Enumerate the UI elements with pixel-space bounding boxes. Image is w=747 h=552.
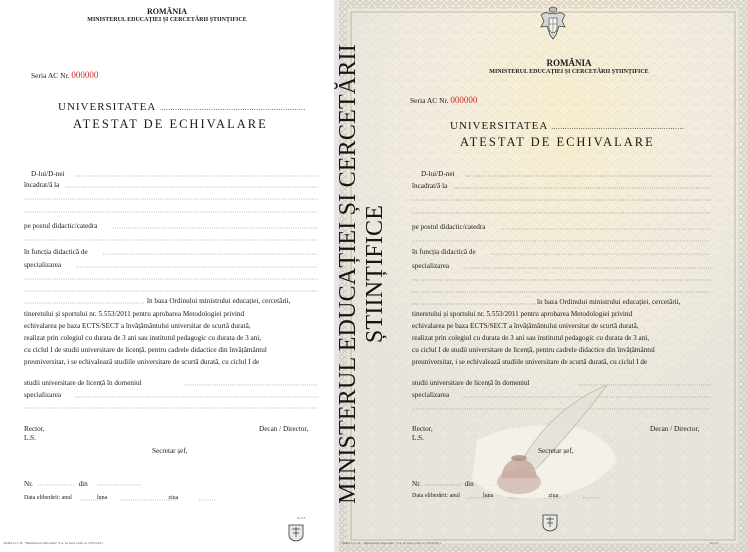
din-label: din	[464, 480, 474, 488]
body-line-6: preuniversitar, i se echivalează studiile universitare de scurtă durată, cu ciclul I de	[412, 358, 648, 366]
body-line-3: echivalarea pe baza ECTS/SECT a învățământului universitar de scurtă durată,	[24, 322, 251, 330]
university-label: UNIVERSITATEA	[450, 120, 548, 132]
nr-label: Nr.	[24, 480, 33, 488]
day-label: ziua	[168, 495, 179, 501]
body-line-2: tineretului și sportului nr. 5.553/2011 pentru aprobarea Metodologiei privind	[412, 310, 633, 318]
printer-footer: Tipărit la C.N. "Imprimeria Națională" S.A. în baza O.M. nr 5553/2011	[341, 541, 441, 545]
body-line-4: realizat prin colegiul cu durata de 3 ani sau institutul pedagogic cu durata de 3 ani,	[412, 334, 650, 342]
field-specialization-label: specializarea	[412, 262, 450, 270]
field-name-label: D-lui/D-nei	[31, 170, 65, 178]
ministry-emblem-icon	[288, 524, 304, 542]
field-function-label: în funcția didactică de	[24, 248, 88, 256]
issued-label: Data eliberării: anul	[412, 493, 460, 499]
form-code: D-5-3	[710, 541, 719, 545]
body-line-1: în baza Ordinului ministrului educației, cercetării,	[537, 298, 681, 306]
certificate-title: ATESTAT DE ECHIVALARE	[460, 135, 655, 149]
country-heading: ROMÂNIA	[546, 58, 592, 68]
nr-label: Nr.	[412, 480, 421, 488]
form-code: D-5-3	[297, 516, 306, 520]
ministry-heading: MINISTERUL EDUCAȚIEI ȘI CERCETĂRII ȘTIINȚIFICE	[87, 17, 247, 23]
dotted-lines	[0, 0, 334, 552]
body-line-7: studii universitare de licență în domeniul	[412, 379, 530, 387]
secretary-label: Secretar șef,	[538, 447, 574, 455]
printer-footer: Tipărit la C.N. "Imprimeria Națională" S.A. în baza O.M. nr 5553/2011	[3, 541, 103, 545]
certificate-blank-left	[0, 0, 334, 552]
series-number: 000000	[71, 70, 99, 80]
dean-label: Decan / Director,	[259, 425, 309, 433]
certificate-printed-right	[335, 0, 747, 552]
ministry-emblem-icon	[542, 514, 558, 532]
body-line-5: cu ciclul I de studii universitare de licență, pentru cadrele didactice din învățământul	[24, 346, 267, 354]
specialization-end: specializarea	[24, 391, 62, 399]
university-dots: .................................................................	[159, 104, 306, 112]
field-employed-label: încadrat/ă la	[412, 182, 448, 190]
din-label: din	[78, 480, 88, 488]
series-label: Seria AC Nr.	[410, 96, 449, 105]
rector-label: Rector,	[412, 425, 433, 433]
nr-row	[412, 480, 474, 488]
rector-label: Rector,	[24, 425, 45, 433]
field-employed-label: încadrat/ă la	[24, 181, 60, 189]
ls-label: L.S.	[24, 434, 36, 442]
series-number: 000000	[450, 95, 478, 105]
issued-row	[412, 493, 558, 499]
field-specialization-label: specializarea	[24, 261, 62, 269]
quill-inkwell-watermark	[457, 380, 627, 510]
body-line-7: studii universitare de licență în domeniul	[24, 379, 142, 387]
dean-label: Decan / Director,	[650, 425, 700, 433]
day-label: ziua	[548, 493, 559, 499]
certificate-title: ATESTAT DE ECHIVALARE	[73, 117, 268, 131]
body-line-6: preuniversitar, i se echivalează studiile universitare de scurtă durată, cu ciclul I de	[24, 358, 260, 366]
ministry-heading: MINISTERUL EDUCAȚIEI ȘI CERCETĂRII ȘTIINȚIFICE	[489, 69, 649, 75]
vertical-ministry-text: MINISTERUL EDUCAȚIEI ȘI CERCETĂRII ȘTIINȚIFICE	[335, 44, 388, 504]
country-heading: ROMÂNIA	[147, 7, 187, 16]
month-label: luna	[482, 493, 494, 499]
field-position-label: pe postul didactic/catedra	[412, 223, 486, 231]
series-label: Seria AC Nr.	[31, 71, 70, 80]
specialization-end: specializarea	[412, 391, 450, 399]
body-line-3: echivalarea pe baza ECTS/SECT a învățământului universitar de scurtă durată,	[412, 322, 639, 330]
university-label: UNIVERSITATEA	[58, 101, 156, 113]
body-line-4: realizat prin colegiul cu durata de 3 ani sau institutul pedagogic cu durata de 3 ani,	[24, 334, 262, 342]
ls-label: L.S.	[412, 434, 424, 442]
nr-row	[24, 480, 88, 488]
field-name-label: D-lui/D-nei	[421, 170, 455, 178]
month-label: luna	[96, 495, 108, 501]
body-line-2: tineretului și sportului nr. 5.553/2011 pentru aprobarea Metodologiei privind	[24, 310, 245, 318]
body-line-1: în baza Ordinului ministrului educației, cercetării,	[147, 297, 291, 305]
body-line-5: cu ciclul I de studii universitare de licență, pentru cadrele didactice din învățământul	[412, 346, 655, 354]
field-position-label: pe postul didactic/catedra	[24, 222, 98, 230]
issued-label: Data eliberării: anul	[24, 495, 72, 501]
university-dots: ...........................................................	[551, 123, 685, 131]
field-function-label: în funcția didactică de	[412, 248, 476, 256]
issued-row	[24, 495, 178, 501]
secretary-label: Secretar șef,	[152, 447, 188, 455]
